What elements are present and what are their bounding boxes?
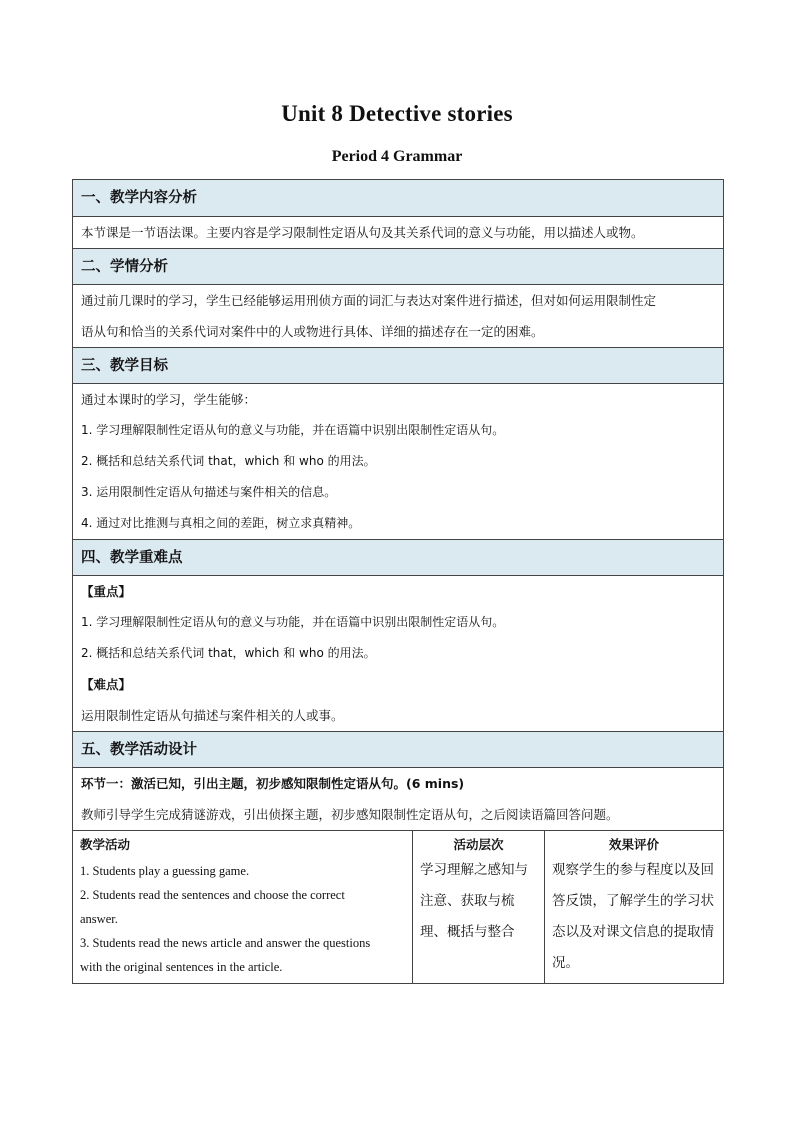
section-body-key-points	[73, 575, 723, 731]
activity-line: 2. Students read the sentences and choose the correct	[80, 888, 345, 902]
objective-item: 3. 运用限制性定语从句描述与案件相关的信息。	[81, 485, 337, 499]
difficult-points-label: 【难点】	[81, 677, 132, 692]
column-header-activities: 教学活动	[80, 837, 131, 852]
key-point-item: 1. 学习理解限制性定语从句的意义与功能，并在语篇中识别出限制性定语从句。	[81, 615, 505, 629]
paragraph-line: 通过前几课时的学习，学生已经能够运用刑侦方面的词汇与表达对案件进行描述，但对如何运用限制性定	[81, 293, 657, 308]
step-description: 教师引导学生完成猜谜游戏，引出侦探主题，初步感知限制性定语从句，之后阅读语篇回答问题。	[81, 807, 619, 822]
objective-item: 2. 概括和总结关系代词 that，which 和 who 的用法。	[81, 454, 376, 468]
section-heading-activity-design: 五、教学活动设计	[73, 731, 723, 767]
activity-line: with the original sentences in the article.	[80, 960, 283, 974]
key-point-item: 2. 概括和总结关系代词 that，which 和 who 的用法。	[81, 646, 376, 660]
objectives-intro: 通过本课时的学习，学生能够：	[81, 392, 257, 407]
section-heading-learner-analysis: 二、学情分析	[73, 248, 723, 284]
section-body-content-analysis	[73, 216, 723, 248]
activity-line: answer.	[80, 912, 118, 926]
difficult-point-text: 运用限制性定语从句描述与案件相关的人或事。	[81, 708, 344, 723]
evaluation-column	[545, 831, 723, 983]
column-header-levels: 活动层次	[453, 837, 504, 852]
document-title: Unit 8 Detective stories	[281, 101, 513, 126]
document-subtitle: Period 4 Grammar	[331, 148, 463, 165]
section-heading-key-points: 四、教学重难点	[73, 539, 723, 575]
activity-table	[73, 830, 723, 983]
activity-line: 3. Students read the news article and answer the questions	[80, 936, 371, 950]
section-body-learner-analysis	[73, 284, 723, 347]
activity-line: 1. Students play a guessing game.	[80, 864, 250, 878]
step-title: 环节一：激活已知，引出主题，初步感知限制性定语从句。(6 mins)	[81, 776, 465, 791]
evaluation-text: 观察学生的参与程度以及回答反馈，了解学生的学习状态以及对课文信息的提取情况。	[552, 862, 714, 971]
section-heading-content-analysis: 一、教学内容分析	[73, 180, 723, 216]
objective-item: 4. 通过对比推测与真相之间的差距，树立求真精神。	[81, 516, 361, 530]
column-header-evaluation: 效果评价	[608, 837, 659, 852]
paragraph-line: 语从句和恰当的关系代词对案件中的人或物进行具体、详细的描述存在一定的困难。	[81, 324, 544, 339]
section-body-objectives	[73, 383, 723, 539]
level-column	[413, 831, 545, 983]
paragraph: 本节课是一节语法课。主要内容是学习限制性定语从句及其关系代词的意义与功能，用以描述人或物。	[81, 225, 644, 240]
lesson-plan-table	[72, 179, 724, 984]
section-body-activity-design	[73, 767, 723, 830]
objective-item: 1. 学习理解限制性定语从句的意义与功能，并在语篇中识别出限制性定语从句。	[81, 423, 505, 437]
key-points-label: 【重点】	[81, 584, 132, 599]
section-heading-objectives: 三、教学目标	[73, 347, 723, 383]
activity-level-text: 学习理解之感知与注意、获取与梳理、概括与整合	[420, 862, 528, 940]
activity-column	[73, 831, 413, 983]
